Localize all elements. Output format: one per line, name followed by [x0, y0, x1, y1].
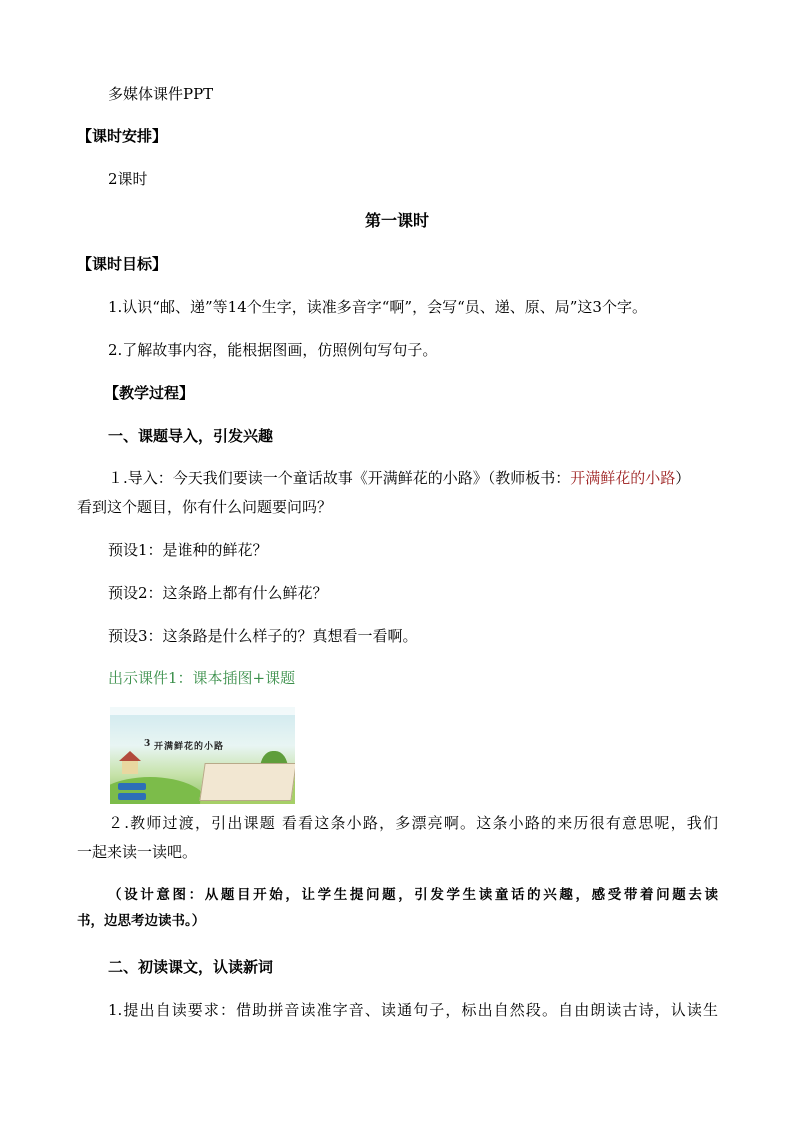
lesson-title: 第一课时: [364, 211, 429, 230]
goal-item: 1.认识“邮、递”等14个生字，读准多音字“啊”，会写“员、递、原、局”这3个字。: [108, 298, 647, 316]
goals-heading: 【课时目标】: [77, 255, 168, 273]
schedule-value: 2课时: [108, 170, 148, 188]
book: [199, 763, 295, 801]
board-text: 开满鲜花的小路: [570, 469, 676, 487]
intro-line-2: 看到这个题目，你有什么问题要问吗？: [77, 498, 333, 516]
design-intent: （设计意图：从题目开始，让学生提问题，引发学生读童话的兴趣，感受带着问题去读: [108, 887, 718, 903]
section2-step: 1.提出自读要求：借助拼音读准字音、读通句子，标出自然段。自由朗读古诗，认读生: [108, 1001, 718, 1019]
design-intent-2: 书，边思考边读书。）: [77, 913, 206, 929]
transition-line-2: 一起来读一读吧。: [77, 843, 198, 861]
transition-line: ２.教师过渡，引出课题 看看这条小路，多漂亮啊。这条小路的来历很有意思呢，我们: [108, 814, 718, 832]
preset-item: 预设3：这条路是什么样子的？真想看一看啊。: [108, 627, 418, 645]
house: [122, 761, 138, 774]
preset-item: 预设2：这条路上都有什么鲜花？: [108, 584, 328, 602]
intro-text: １.导入：今天我们要读一个童话故事《开满鲜花的小路》（教师板书：: [108, 469, 571, 487]
prep-materials: 多媒体课件PPT: [108, 85, 214, 103]
section1-heading: 一、课题导入，引发兴趣: [108, 427, 274, 445]
slide-button: [118, 793, 146, 800]
slide-title: 开满鲜花的小路: [154, 742, 225, 752]
slide-button: [118, 783, 146, 790]
house-roof: [119, 751, 141, 761]
slide-number: 3: [144, 739, 151, 749]
intro-close: ）: [675, 469, 691, 487]
process-heading: 【教学过程】: [104, 384, 195, 402]
schedule-heading: 【课时安排】: [77, 127, 168, 145]
intro-line: [108, 468, 690, 488]
courseware-slide-image: [110, 707, 295, 804]
courseware-label: 出示课件1：课本插图+课题: [108, 669, 296, 687]
preset-item: 预设1：是谁种的鲜花？: [108, 541, 268, 559]
section2-heading: 二、初读课文，认读新词: [108, 958, 274, 976]
goal-item: 2.了解故事内容，能根据图画，仿照例句写句子。: [108, 341, 438, 359]
